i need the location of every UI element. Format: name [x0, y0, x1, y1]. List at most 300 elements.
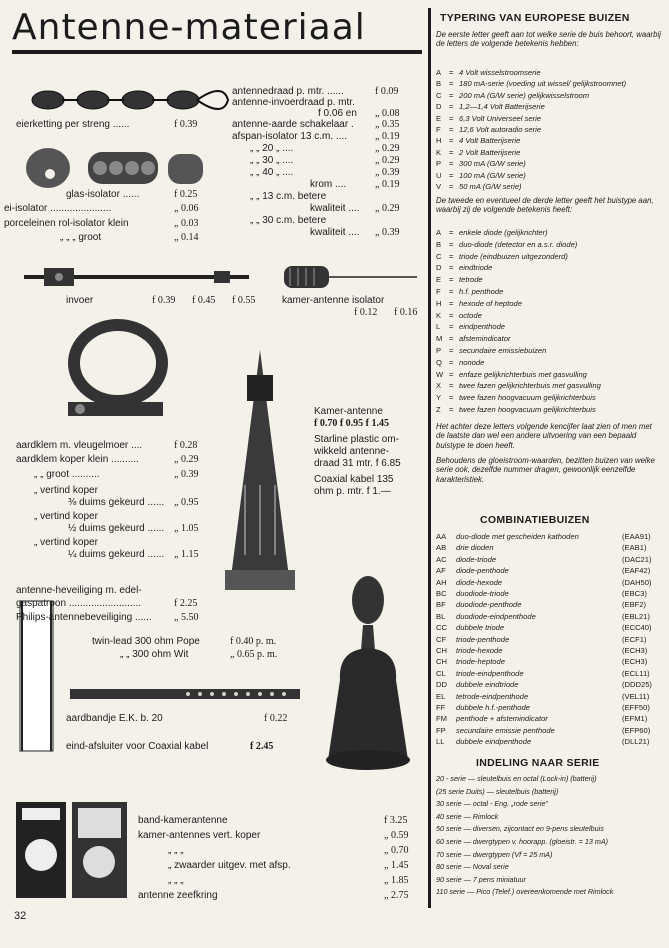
first-letter-equals: =: [449, 90, 454, 100]
indeling-series: 110 serie —: [436, 887, 477, 897]
combinatie-example: (ECH3): [622, 646, 648, 655]
second-letter-meaning: afstemindicator: [459, 334, 511, 344]
indeling-row: [436, 799, 548, 809]
twinlead-1: [92, 636, 200, 648]
item-price: „ 0.70: [384, 845, 409, 856]
item-eierketting: [16, 119, 129, 131]
first-letter-row: [436, 182, 522, 192]
combinatie-code: BC: [436, 589, 447, 598]
indeling-desc: Pico (Telef.) overeenkomende met Rimlock: [476, 887, 614, 897]
indeling-desc: sleutelbuis (batterij): [495, 786, 559, 796]
first-letter-equals: =: [449, 147, 454, 157]
second-letter-equals: =: [449, 322, 454, 332]
first-letter-meaning: 6,3 Volt Universeel serie: [459, 113, 542, 123]
second-letter-letter: D: [436, 263, 442, 273]
combinatie-code: FF: [436, 703, 446, 712]
combinatie-row: [436, 657, 648, 667]
combinatie-code: CF: [436, 634, 447, 644]
invoer-price-3: f 0.55: [232, 295, 256, 306]
second-letter-row: [436, 240, 577, 250]
second-letter-equals: =: [449, 381, 454, 391]
first-letter-letter: D: [436, 102, 442, 112]
item-label: „ „ 30 c.m. betere: [250, 215, 327, 226]
clamp-4: [34, 485, 98, 497]
column-divider: [428, 8, 431, 908]
item-label: kwaliteit ....: [310, 227, 360, 238]
combinatie-code: DD: [436, 680, 447, 690]
combinatie-code: AB: [436, 543, 447, 553]
item-price: f 3.25: [384, 815, 408, 826]
first-letter-letter: C: [436, 90, 442, 100]
bottom-6: [138, 890, 218, 902]
item-label: „ „ „: [168, 845, 184, 856]
kamer-antenne-l4: wikkeld antenne-: [314, 446, 390, 457]
indeling-note: (batterij): [568, 774, 597, 783]
second-letter-row: [436, 228, 548, 238]
item-label: „ „ 13 c.m. betere: [250, 191, 327, 202]
item-label: „ „ „: [168, 875, 184, 886]
first-letter-equals: =: [449, 159, 454, 169]
first-letter-row: [436, 136, 520, 146]
second-letter-letter: B: [436, 239, 442, 249]
combinatie-code: AH: [436, 577, 447, 587]
earth-strap-image: [68, 683, 303, 705]
first-letter-equals: =: [449, 125, 454, 134]
item-rol-isolator-klein: [4, 218, 129, 230]
combinatie-desc: penthode + afstemindicator: [456, 714, 548, 724]
indeling-series: 70 serie —: [436, 849, 473, 859]
second-letter-row: [436, 263, 492, 273]
item-label: afspan-isolator 13 c.m. ....: [232, 131, 348, 142]
first-letter-equals: =: [449, 79, 454, 89]
item-label: kamer-antennes vert. koper: [138, 830, 261, 841]
item-label: „ „ 40 „ ....: [250, 167, 294, 178]
item-kwaliteit-1: [310, 203, 359, 215]
second-letter-meaning: twee fazen gelijkrichterbuis met gasvulling: [459, 381, 601, 391]
kamer-antenne-l5: draad 31 mtr. f 6.85: [314, 458, 401, 469]
second-letter-equals: =: [449, 263, 454, 273]
intro-1: De eerste letter geeft aan tot welke serie de buis behoort, waarbij de letters de volgende betekenis hebben:: [436, 30, 661, 49]
second-letter-equals: =: [449, 393, 454, 403]
indeling-series: 30 serie —: [436, 799, 473, 809]
second-letter-meaning: octode: [459, 310, 482, 320]
indeling-series: 80 serie —: [436, 862, 473, 872]
item-label: ⅜ duims gekeurd ......: [68, 497, 165, 508]
indeling-desc: Noval serie: [472, 862, 509, 872]
combinatie-code: BF: [436, 600, 446, 610]
item-label: antenne-aarde schakelaar .: [232, 119, 354, 130]
second-letter-row: [436, 252, 568, 262]
item-price: „ 0.39: [375, 227, 400, 238]
second-letter-meaning: enkele diode (gelijkrichter): [459, 228, 548, 237]
first-letter-letter: A: [436, 68, 442, 77]
combinatie-desc: duo-diode met gescheiden kathoden: [456, 532, 579, 541]
combinatie-example: (EFF50): [622, 703, 650, 712]
item-price: „ 0.59: [384, 830, 409, 841]
clamp-2: [16, 454, 139, 466]
indeling-desc: sleutelbuis en octal (Lock-in): [477, 774, 569, 783]
item-label: „ „ groot ..........: [34, 469, 100, 480]
item-label: aardklem m. vleugelmoer ....: [16, 440, 143, 451]
combinatie-row: [436, 543, 647, 553]
item-label: ½ duims gekeurd ......: [68, 523, 165, 534]
combinatie-code: CH: [436, 646, 447, 655]
combinatie-desc: drie dioden: [456, 543, 494, 553]
item-label: f 0.06 en: [318, 108, 357, 119]
item-glas-isolator: [66, 189, 139, 201]
indeling-desc: dwergtypen: [472, 849, 510, 859]
combinatie-example: (ECH3): [622, 657, 648, 667]
combinatie-example: (DAC21): [622, 554, 652, 564]
combinatie-row: [436, 566, 651, 576]
indeling-row: [436, 862, 509, 872]
second-letter-meaning: triode (eindbuizen uitgezonderd): [459, 251, 568, 261]
item-label: kwaliteit ....: [310, 203, 360, 214]
first-letter-equals: =: [449, 136, 454, 146]
combinatie-desc: dubbele triode: [456, 623, 505, 633]
first-letter-equals: =: [449, 68, 454, 77]
combinatie-row: [436, 577, 652, 588]
first-letter-equals: =: [449, 170, 454, 180]
first-letter-row: [436, 79, 626, 89]
item-price: f 0.25: [174, 189, 198, 200]
item-price: f 0.39: [174, 119, 198, 130]
clamp-6: [34, 511, 98, 523]
combinatie-row: [436, 737, 650, 747]
room-antenne-image: [215, 345, 305, 595]
second-letter-letter: Y: [436, 393, 442, 403]
item-label: band-kamerantenne: [138, 815, 228, 826]
first-letter-letter: B: [436, 79, 442, 89]
second-letter-letter: Q: [436, 357, 442, 367]
combinatie-row: [436, 691, 650, 702]
item-price: „ 1.15: [174, 549, 199, 560]
item-krom: [310, 179, 346, 191]
first-letter-row: [436, 102, 545, 112]
combinatie-example: (EAB1): [622, 543, 647, 553]
indeling-desc: 7 pens miniatuur: [472, 874, 526, 884]
item-label: gaspatroon ..........................: [16, 598, 142, 609]
item-price: „ 0.29: [174, 454, 199, 465]
second-letter-row: [436, 381, 601, 391]
item-price: „ 1.85: [384, 875, 409, 886]
item-afspan-13: [232, 131, 347, 143]
clamp-1: [16, 440, 142, 452]
earth-clamp-image: [58, 318, 178, 428]
combinatie-row: [436, 532, 651, 542]
combinatie-code: FP: [436, 725, 446, 735]
item-afspan-30: [250, 155, 293, 167]
combinatie-row: [436, 703, 650, 713]
first-letter-row: [436, 114, 541, 124]
combinatie-example: (ECF1): [622, 634, 647, 644]
indeling-series: 90 serie —: [436, 874, 473, 884]
first-letter-meaning: 2 Volt Batterijserie: [459, 147, 521, 157]
second-letter-row: [436, 405, 596, 415]
combinatie-example: (EAA91): [622, 532, 651, 541]
clamp-9: [68, 549, 164, 561]
first-letter-letter: E: [436, 113, 442, 123]
combinatie-desc: tetrode-eindpenthode: [456, 691, 529, 701]
combinatie-title: COMBINATIEBUIZEN: [480, 514, 590, 526]
invoer-price-1: f 0.39: [152, 295, 176, 306]
combinatie-desc: duodiode-eindpenthode: [456, 611, 536, 621]
combinatie-desc: dubbele h.f.-penthode: [456, 703, 530, 712]
indeling-row: [436, 850, 552, 860]
second-letter-equals: =: [449, 346, 454, 355]
combinatie-example: (EBF2): [622, 600, 647, 610]
combinatie-desc: triode-penthode: [456, 634, 510, 644]
combinatie-code: EL: [436, 691, 446, 701]
bottom-4: [168, 860, 291, 872]
first-letter-equals: =: [449, 113, 454, 123]
typering-title: TYPERING VAN EUROPESE BUIZEN: [440, 12, 630, 24]
item-price: „ 0.08: [375, 108, 400, 119]
indeling-series: (25 serie Duits) —: [436, 786, 496, 796]
item-kwaliteit-2: [310, 227, 359, 239]
item-label: „ „ 300 ohm Wit: [120, 649, 189, 660]
combinatie-example: (ECL11): [622, 668, 650, 678]
indeling-series: 40 serie —: [436, 811, 473, 821]
item-price: „ 0.03: [174, 218, 199, 229]
item-label: „ „ 30 „ ....: [250, 155, 294, 166]
indeling-note: (gloeistr. = 13 mA): [547, 837, 609, 846]
combinatie-row: [436, 611, 650, 622]
second-letter-meaning: tetrode: [459, 275, 483, 285]
second-letter-row: [436, 287, 503, 297]
combinatie-row: [436, 646, 648, 656]
second-letter-meaning: nonode: [459, 357, 485, 367]
second-letter-row: [436, 322, 505, 332]
note-1: Het achter deze letters volgende kencijfer laat zien of men met de laatste dan wel een andere uitvoering van een bepaald buistype te doen heeft.: [436, 422, 652, 450]
second-letter-letter: P: [436, 346, 442, 355]
second-letter-equals: =: [449, 405, 454, 414]
kamer-antenne-l7: ohm p. mtr. f 1.—: [314, 486, 391, 497]
combinatie-example: (EBL21): [622, 611, 650, 621]
second-letter-letter: A: [436, 228, 442, 237]
item-price: „ 1.45: [384, 860, 409, 871]
invoer-price-2: f 0.45: [192, 295, 216, 306]
second-letter-row: [436, 393, 596, 403]
indeling-series: 20 - serie —: [436, 774, 478, 783]
item-label: „ vertind koper: [34, 537, 98, 548]
first-letter-letter: U: [436, 170, 442, 180]
second-letter-letter: K: [436, 310, 442, 320]
indeling-row: [436, 875, 526, 885]
egg-chain-image: [18, 80, 233, 120]
feed-through-image: [14, 262, 264, 292]
first-letter-row: [436, 125, 541, 135]
item-label: porceleinen rol-isolator klein: [4, 218, 129, 229]
item-price: f 0.28: [174, 440, 198, 451]
antenne-box-image: [14, 800, 129, 900]
item-price: „ 0.29: [375, 155, 400, 166]
afsluiter-price: f 2.45: [250, 741, 274, 752]
first-letter-row: [436, 159, 526, 169]
combinatie-example: (VEL11): [622, 691, 650, 701]
first-letter-meaning: 300 mA (G/W serie): [459, 159, 526, 169]
item-price: f 0.40 p. m.: [230, 636, 277, 647]
item-price: „ 0.35: [375, 119, 400, 130]
second-letter-row: [436, 299, 522, 309]
first-letter-letter: V: [436, 182, 442, 191]
first-letter-meaning: 4 Volt wisselstroomserie: [459, 68, 541, 77]
second-letter-row: [436, 346, 546, 356]
first-letter-meaning: 12,6 Volt autoradio serie: [459, 125, 542, 134]
clamp-7: [68, 523, 164, 535]
item-label: ¼ duims gekeurd ......: [68, 549, 165, 560]
first-letter-meaning: 50 mA (G/W serie): [459, 182, 522, 191]
indeling-desc: octal - Eng. „rode serie”: [472, 799, 548, 809]
second-letter-equals: =: [449, 228, 454, 237]
item-price: „ 0.06: [174, 203, 199, 214]
first-letter-letter: K: [436, 147, 442, 157]
end-sealer-bell-image: [318, 570, 418, 780]
item-label: „ „ 20 „ ....: [250, 143, 294, 154]
item-price: f 2.25: [174, 598, 198, 609]
invoer-label: invoer: [66, 295, 94, 306]
item-price: „ 2.75: [384, 890, 409, 901]
second-letter-equals: =: [449, 275, 454, 285]
first-letter-row: [436, 68, 541, 78]
second-letter-row: [436, 275, 483, 285]
combinatie-row: [436, 623, 652, 633]
page-title: Antenne-materiaal: [12, 6, 422, 54]
combinatie-code: BL: [436, 611, 446, 621]
second-letter-meaning: enfaze gelijkrichterbuis met gasvulling: [459, 369, 587, 379]
clamp-5: [68, 497, 164, 509]
combinatie-desc: duodiode-triode: [456, 589, 509, 598]
combinatie-row: [436, 634, 647, 645]
combinatie-code: AC: [436, 554, 447, 564]
second-letter-meaning: eindpenthode: [459, 322, 506, 332]
indeling-series: 50 serie —: [436, 824, 473, 834]
first-letter-meaning: 200 mA (G/W serie) gelijkwisselstroom: [459, 90, 590, 100]
second-letter-letter: L: [436, 322, 441, 332]
second-letter-letter: Z: [436, 405, 441, 414]
room-insulator-image: [282, 262, 422, 292]
item-label: „ vertind koper: [34, 511, 98, 522]
second-letter-row: [436, 334, 511, 344]
second-letter-letter: X: [436, 381, 442, 391]
combinatie-desc: duodiode-penthode: [456, 600, 522, 610]
item-price: „ 0.19: [375, 131, 400, 142]
first-letter-equals: =: [449, 182, 454, 191]
first-letter-meaning: 100 mA (G/W serie): [459, 170, 526, 180]
item-label: ei-isolator ......................: [4, 203, 112, 214]
indeling-desc: diversen, zijcontact en 9-pens sleutelbuis: [472, 824, 604, 834]
combinatie-example: (EBC3): [622, 589, 647, 598]
combinatie-example: (DAH50): [622, 577, 652, 587]
item-afspan-13-betere: [250, 191, 326, 203]
item-price: f 0.09: [375, 86, 399, 97]
combinatie-code: CH: [436, 657, 447, 667]
beveiliging-1: [16, 585, 142, 597]
beveiliging-3: [16, 612, 152, 624]
clamp-8: [34, 537, 98, 549]
item-label: „ vertind koper: [34, 485, 98, 496]
item-afspan-30-betere: [250, 215, 326, 227]
aardbandje-label: aardbandje E.K. b. 20: [66, 713, 163, 724]
item-label: antennedraad p. mtr. ......: [232, 86, 344, 97]
second-letter-meaning: h.f. penthode: [459, 287, 504, 296]
second-letter-letter: M: [436, 334, 443, 344]
item-label: antenne-heveiliging m. edel-: [16, 585, 142, 596]
combinatie-example: (ECC40): [622, 623, 652, 633]
item-label: twin-lead 300 ohm Pope: [92, 636, 200, 647]
first-letter-row: [436, 91, 589, 101]
first-letter-letter: H: [436, 136, 442, 146]
afsluiter-label: eind-afsluiter voor Coaxial kabel: [66, 741, 209, 752]
kamer-antenne-l3: Starline plastic om-: [314, 434, 400, 445]
aardbandje-price: f 0.22: [264, 713, 288, 724]
second-letter-equals: =: [449, 357, 454, 367]
indeling-row: [436, 812, 498, 822]
combinatie-row: [436, 589, 647, 599]
combinatie-desc: triode-hexode: [456, 646, 503, 655]
combinatie-row: [436, 725, 651, 736]
item-afspan-20: [250, 143, 293, 155]
item-label: „ zwaarder uitgev. met afsp.: [168, 860, 291, 871]
combinatie-code: LL: [436, 737, 445, 747]
second-letter-letter: C: [436, 251, 442, 261]
indeling-row: [436, 887, 613, 897]
item-label: „ „ „ groot: [60, 232, 102, 243]
indeling-row: [436, 787, 558, 797]
note-2: Behoudens de gloeistroom-waarden, bezitten buizen van welke serie ook, dezelfde nummer dragen, gewoonlijk eenzelfde karakteristiek.: [436, 456, 655, 484]
kamer-antenne-l1: Kamer-antenne: [314, 406, 383, 417]
combinatie-desc: diode-hexode: [456, 577, 503, 587]
first-letter-row: [436, 171, 526, 181]
second-letter-meaning: secundaire emissiebuizen: [459, 346, 547, 355]
item-label: glas-isolator ......: [66, 189, 140, 200]
combinatie-desc: diode-triode: [456, 554, 497, 564]
second-letter-meaning: duo-diode (detector en a.s.r. diode): [459, 239, 578, 249]
item-price: „ 0.29: [375, 143, 400, 154]
indeling-title: INDELING NAAR SERIE: [476, 757, 600, 769]
page-number: 32: [14, 910, 27, 922]
second-letter-letter: H: [436, 298, 442, 308]
bottom-3: [168, 845, 184, 857]
second-letter-row: [436, 370, 587, 380]
indeling-desc: Rimlock: [472, 811, 499, 821]
second-letter-equals: =: [449, 310, 454, 320]
second-letter-equals: =: [449, 239, 454, 249]
indeling-note: (Vf = 25 mA): [509, 849, 553, 859]
item-label: aardklem koper klein ..........: [16, 454, 139, 465]
combinatie-code: CL: [436, 668, 446, 678]
second-letter-equals: =: [449, 369, 454, 379]
item-rol-isolator-groot: [60, 232, 101, 244]
indeling-row: [436, 824, 604, 834]
kamer-isolator-price-1: f 0.12: [354, 307, 378, 318]
indeling-row: [436, 774, 597, 784]
second-letter-meaning: hexode of heptode: [459, 298, 522, 308]
combinatie-example: (EFP60): [622, 725, 651, 735]
second-letter-equals: =: [449, 287, 454, 296]
item-price: „ 0.29: [375, 203, 400, 214]
first-letter-letter: F: [436, 125, 441, 134]
combinatie-desc: dubbele eindpenthode: [456, 737, 532, 747]
combinatie-row: [436, 714, 648, 724]
item-price: „ 0.14: [174, 232, 199, 243]
item-schakelaar: [232, 119, 354, 131]
first-letter-letter: P: [436, 159, 442, 169]
second-letter-letter: F: [436, 287, 441, 296]
second-letter-meaning: eindtriode: [459, 263, 493, 273]
first-letter-equals: =: [449, 102, 454, 112]
combinatie-desc: diode-penthode: [456, 566, 509, 576]
